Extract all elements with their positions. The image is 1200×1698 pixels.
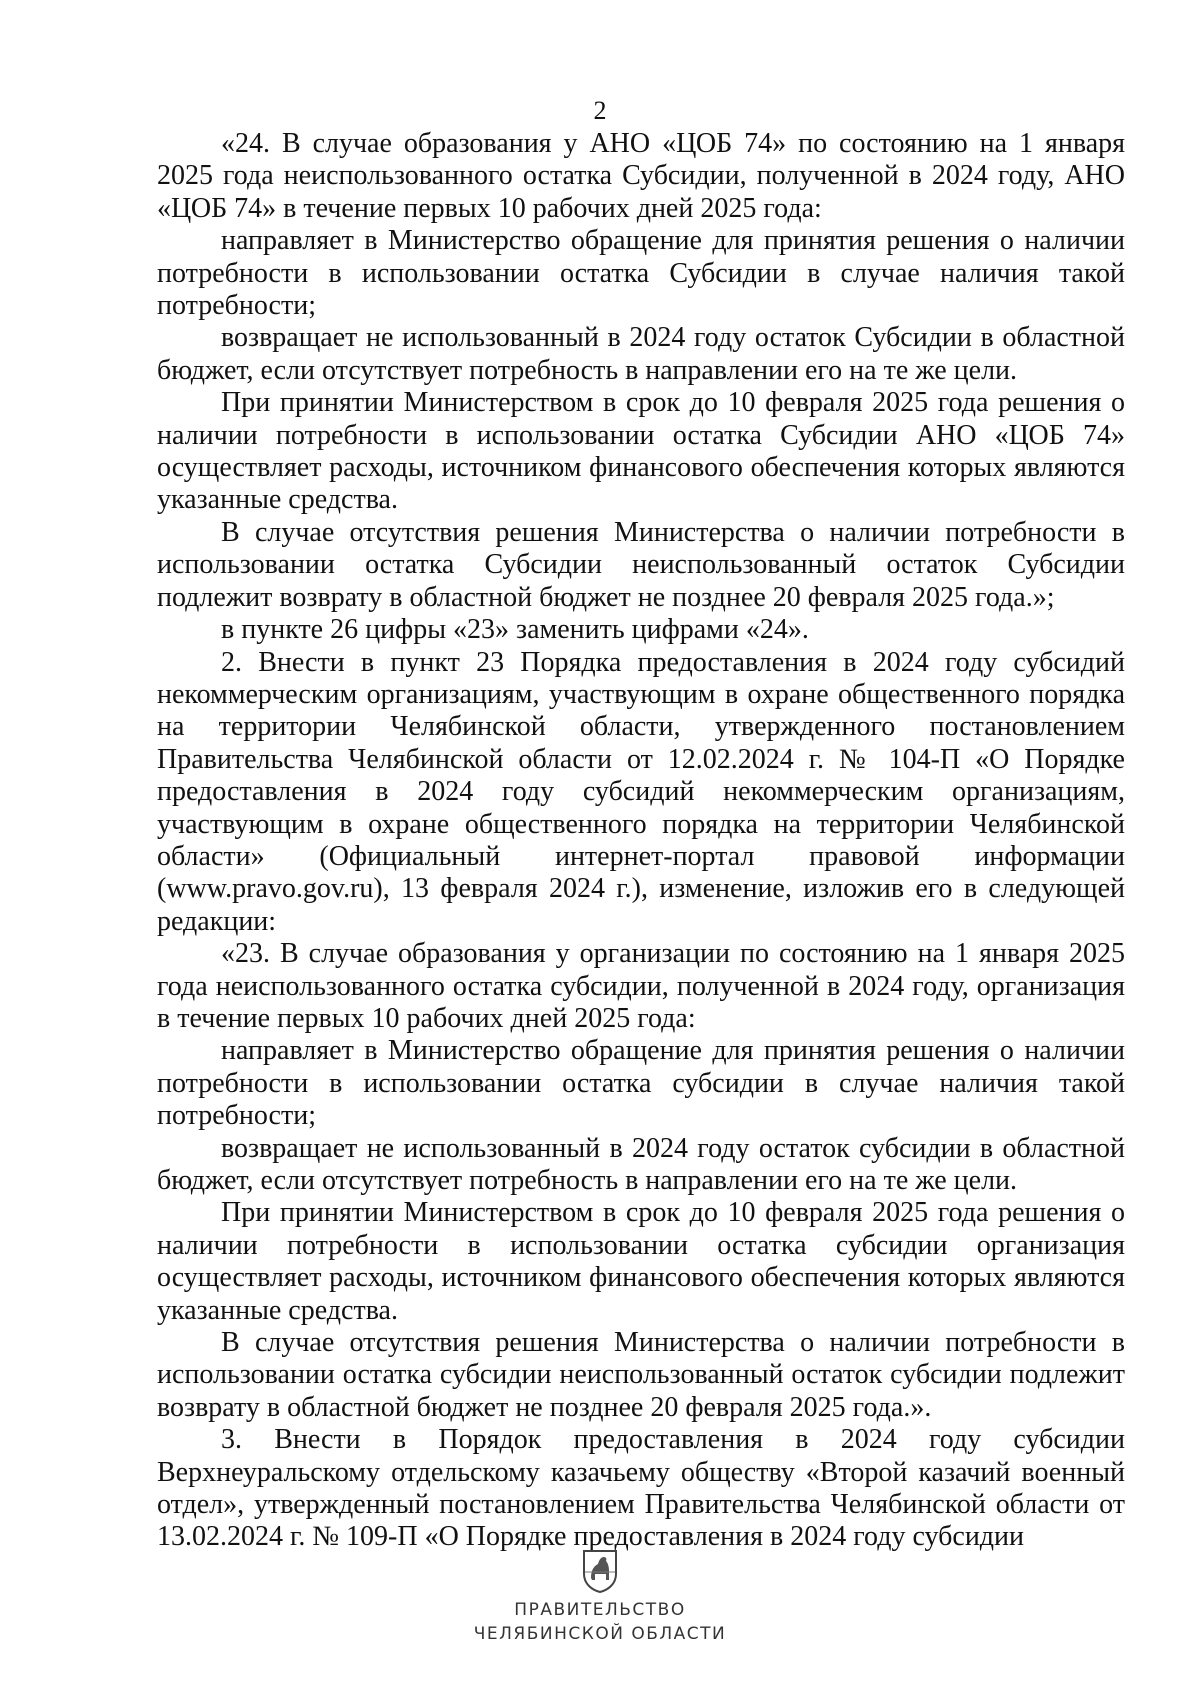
paragraph: направляет в Министерство обращение для принятия решения о наличии потребности в использовании остатка субсидии в случае наличия такой потребности; xyxy=(157,1035,1125,1132)
paragraph: При принятии Министерством в срок до 10 февраля 2025 года решения о наличии потребности в использовании остатка Субсидии АНО «ЦОБ 74» осуществляет расходы, источником финансового обеспечения которых являются указанные средства. xyxy=(157,387,1125,516)
paragraph: «23. В случае образования у организации по состоянию на 1 января 2025 года неиспользованного остатка субсидии, полученной в 2024 году, организация в течение первых 10 рабочих дней 2025 года: xyxy=(157,938,1125,1034)
coat-of-arms-icon xyxy=(581,1548,619,1594)
paragraph: При принятии Министерством в срок до 10 февраля 2025 года решения о наличии потребности в использовании остатка субсидии организация осуществляет расходы, источником финансового обеспечения которых являются указанные средства. xyxy=(157,1197,1125,1326)
paragraph: 3. Внести в Порядок предоставления в 2024 году субсидии Верхнеуральскому отдельскому казачьему обществу «Второй казачий военный отдел», утвержденный постановлением Правительства Челябинской области от 13.02.2024 г. № 109-П «О Порядке предоставления в 2024 году субсидии xyxy=(157,1424,1125,1553)
document-body xyxy=(157,128,1125,1554)
paragraph: В случае отсутствия решения Министерства о наличии потребности в использовании остатка Субсидии неиспользованный остаток Субсидии подлежит возврату в областной бюджет не позднее 20 февраля 2025 года.»; xyxy=(157,516,1125,613)
paragraph: возвращает не использованный в 2024 году остаток субсидии в областной бюджет, если отсутствует потребность в направлении его на те же цели. xyxy=(157,1132,1125,1196)
paragraph: возвращает не использованный в 2024 году остаток Субсидии в областной бюджет, если отсутствует потребность в направлении его на те же цели. xyxy=(157,322,1125,386)
paragraph: «24. В случае образования у АНО «ЦОБ 74» по состоянию на 1 января 2025 года неиспользованного остатка Субсидии, полученной в 2024 году, АНО «ЦОБ 74» в течение первых 10 рабочих дней 2025 года: xyxy=(157,128,1125,224)
paragraph: в пункте 26 цифры «23» заменить цифрами «24». xyxy=(221,614,809,646)
paragraph: 2. Внести в пункт 23 Порядка предоставления в 2024 году субсидий некоммерческим организациям, участвующим в охране общественного порядка на территории Челябинской области, утвержденного постановлением Правительства Челябинской области от 12.02.2024 г. № 104-П «О Порядке предоставления в 2024 году субсидий некоммерческим организациям, участвующим в охране общественного порядка на территории Челябинской области» (Официальный интернет-портал правовой информации (www.pravo.gov.ru), 13 февраля 2024 г.), изменение, изложив его в следующей редакции: xyxy=(157,646,1125,937)
stamp-line-1: ПРАВИТЕЛЬСТВО xyxy=(514,1600,686,1620)
paragraph: В случае отсутствия решения Министерства о наличии потребности в использовании остатка субсидии неиспользованный остаток субсидии подлежит возврату в областной бюджет не позднее 20 февраля 2025 года.». xyxy=(157,1327,1125,1423)
paragraph: направляет в Министерство обращение для принятия решения о наличии потребности в использовании остатка Субсидии в случае наличия такой потребности; xyxy=(157,225,1125,322)
stamp-line-2: ЧЕЛЯБИНСКОЙ ОБЛАСТИ xyxy=(473,1624,727,1644)
page-number: 2 xyxy=(593,96,607,125)
government-stamp xyxy=(0,1548,1200,1646)
